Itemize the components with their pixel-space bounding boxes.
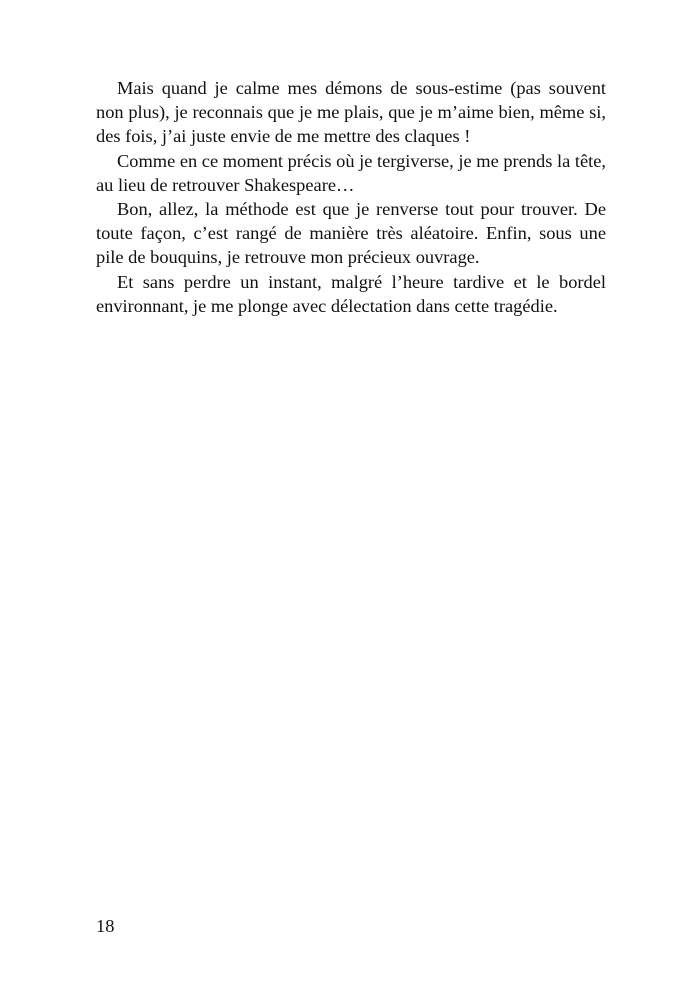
body-text [96, 76, 606, 318]
paragraph-3: Bon, allez, la méthode est que je renverse tout pour trouver. De toute façon, c’est rangé de manière très aléatoire. Enfin, sous une pile de bouquins, je retrouve mon précieux ouvrage. [96, 199, 606, 268]
paragraph-4: Et sans perdre un instant, malgré l’heure tardive et le bordel environnant, je me plonge avec délectation dans cette tragédie. [96, 271, 606, 316]
page-number: 18 [96, 916, 115, 936]
paragraph-1: Mais quand je calme mes démons de sous-estime (pas souvent non plus), je reconnais que je me plais, que je m’aime bien, même si, des fois, j’ai juste envie de me mettre des claques ! [96, 78, 606, 147]
paragraph-2: Comme en ce moment précis où je tergiverse, je me prends la tête, au lieu de retrouver Shakespeare… [96, 150, 606, 195]
